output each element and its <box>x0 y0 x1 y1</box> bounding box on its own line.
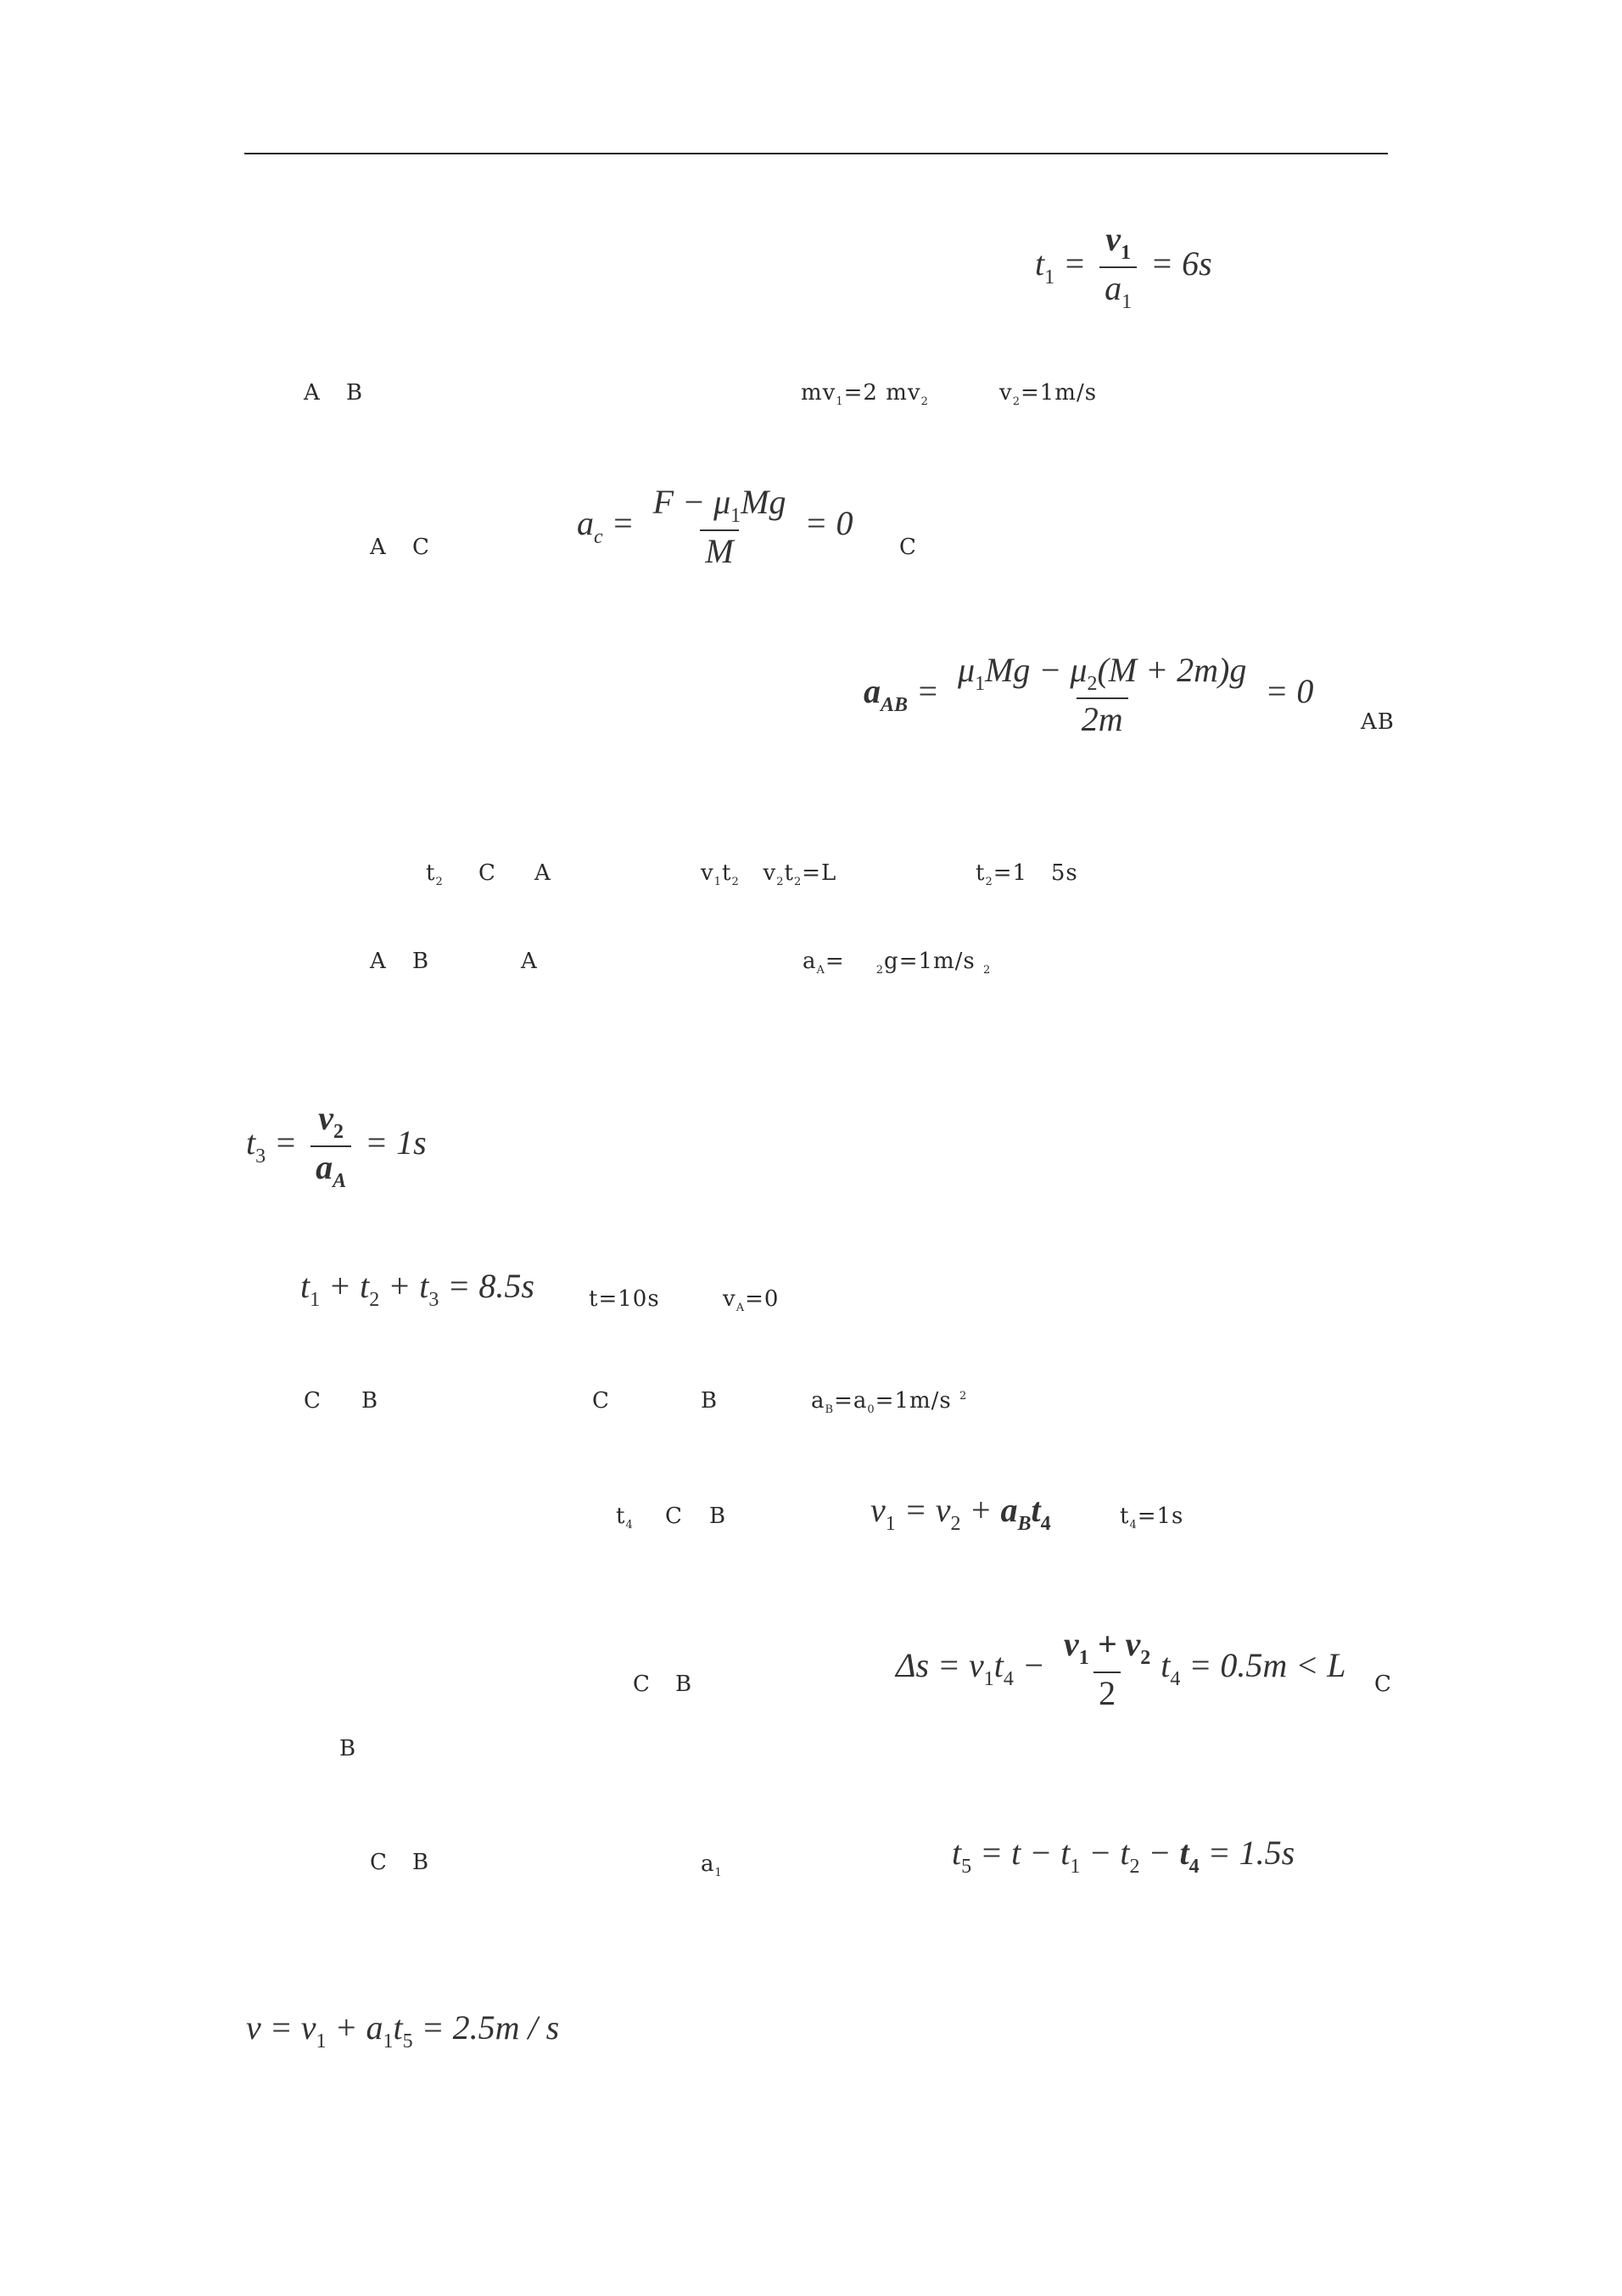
t2-label: $t_2$ <box>426 860 444 888</box>
equation-final-v: $v = v_1 + a_1t_5 = 2.5m / s$ <box>246 2008 560 2052</box>
equation-sum-t: $t_1 + t_2 + t_3 = 8.5s$ <box>300 1267 534 1311</box>
aA-value: $a_A=$ $_2$g=1m/s $_2$ <box>803 949 992 977</box>
v2-value: $v_2=1m/s$ <box>999 380 1098 408</box>
label-C: C <box>412 535 430 560</box>
label-B: B <box>412 1850 430 1875</box>
label-A: A <box>534 860 551 886</box>
t2-value: $t_2=1$ 5s <box>976 860 1078 888</box>
label-B: B <box>346 380 364 406</box>
equation-ac: $a_c$ = $\frac{F - \mu_1Mg}{M}$ = 0 <box>577 483 853 570</box>
equation-aAB: $a_{AB}$ = $\frac{\mu_1Mg - \mu_2(M + 2m)g}{2m}$ = 0 <box>864 651 1314 738</box>
label-B: B <box>709 1504 727 1529</box>
a1-label: $a_1$ <box>701 1851 723 1879</box>
label-B: B <box>701 1388 719 1414</box>
label-B: B <box>675 1672 693 1697</box>
equation-v1: $v_1 = v_2 + a_Bt_4$ <box>870 1491 1051 1535</box>
label-A: A <box>370 949 387 974</box>
label-A: A <box>370 535 387 560</box>
distance-relation: $v_1t_2$ $v_2t_2=L$ <box>701 860 837 888</box>
label-C: C <box>899 535 917 560</box>
equation-t5: $t_5 = t - t_1 - t_2 - t_4 = 1.5s$ <box>952 1834 1295 1878</box>
equation-delta-s: $\Delta s = v_1t_4$ − $\frac{v_1 + v_2}{2}$ $t_4 = 0.5m < L$ <box>896 1625 1346 1712</box>
vA-text: $v_A=0$ <box>723 1286 780 1314</box>
equation-t3: $t_3$ = $\frac{v_2}{a_A}$ = 1s <box>246 1099 427 1192</box>
label-AB: AB <box>1361 709 1395 735</box>
label-C: C <box>592 1388 610 1414</box>
label-A: A <box>304 380 321 406</box>
t4-label: $t_4$ <box>616 1504 634 1532</box>
label-C: C <box>304 1388 322 1414</box>
label-C: C <box>665 1504 683 1529</box>
label-B: B <box>339 1736 357 1761</box>
label-B: B <box>412 949 430 974</box>
t4-value: $t_4=1s$ <box>1120 1504 1184 1532</box>
aB-value: $a_B=a_0=1m/s$ $^2$ <box>811 1388 968 1416</box>
label-A: A <box>521 949 538 974</box>
label-C: C <box>633 1672 651 1697</box>
label-B: B <box>361 1388 379 1414</box>
t10-text: t=10s <box>589 1286 660 1312</box>
equation-t1: $t_1$ = $\frac{v_1}{a_1}$ = 6s <box>1035 220 1212 313</box>
momentum-text: $mv_1=2$ $mv_2$ <box>801 380 929 408</box>
label-C: C <box>1374 1672 1392 1697</box>
label-C: C <box>478 860 496 886</box>
header-rule <box>244 153 1388 154</box>
label-C: C <box>370 1850 388 1875</box>
